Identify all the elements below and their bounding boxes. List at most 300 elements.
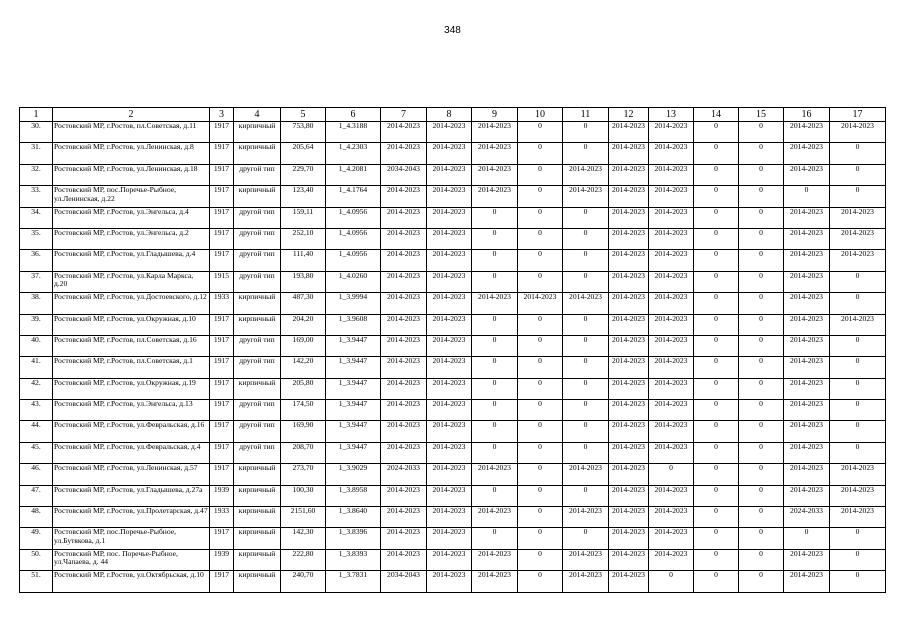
table-cell: 2014-2023 xyxy=(649,378,694,399)
table-cell: 2014-2023 xyxy=(784,442,830,463)
table-cell: 47. xyxy=(20,485,53,506)
table-cell: 2014-2023 xyxy=(563,164,609,185)
table-cell: 2014-2023 xyxy=(427,400,472,421)
table-cell: 0 xyxy=(739,164,784,185)
table-cell: 34. xyxy=(20,207,53,228)
table-cell: 1_3.9994 xyxy=(326,293,381,314)
table-cell: 1_4.0260 xyxy=(326,271,381,292)
table-cell: 2014-2023 xyxy=(649,421,694,442)
table-cell: 2014-2023 xyxy=(609,400,649,421)
table-cell: 0 xyxy=(563,357,609,378)
table-cell: 0 xyxy=(694,528,739,549)
table-cell: 2014-2023 xyxy=(784,421,830,442)
table-cell: 0 xyxy=(739,464,784,485)
table-cell: 0 xyxy=(694,378,739,399)
table-cell: 0 xyxy=(694,314,739,335)
table-cell: 0 xyxy=(694,228,739,249)
table-cell: 2014-2023 xyxy=(649,228,694,249)
table-cell: 0 xyxy=(830,143,886,164)
table-row xyxy=(20,378,886,399)
table-cell: 0 xyxy=(739,357,784,378)
table-cell: 2014-2023 xyxy=(830,485,886,506)
table-cell: 2014-2023 xyxy=(609,250,649,271)
table-cell: 1917 xyxy=(210,335,234,356)
table-cell: 2014-2023 xyxy=(427,335,472,356)
table-cell: 2014-2023 xyxy=(381,186,427,207)
table-cell: 2014-2023 xyxy=(381,485,427,506)
table-cell: 39. xyxy=(20,314,53,335)
table-row xyxy=(20,400,886,421)
table-row xyxy=(20,186,886,207)
table-cell: 487,30 xyxy=(281,293,326,314)
table-cell: 2014-2023 xyxy=(784,400,830,421)
address-cell: Ростовский МР, г.Ростов, ул.Ленинская, д.18 xyxy=(53,164,210,185)
table-cell: 36. xyxy=(20,250,53,271)
table-cell: 2014-2023 xyxy=(830,464,886,485)
table-cell: 2014-2023 xyxy=(784,549,830,570)
table-cell: 0 xyxy=(472,378,518,399)
table-cell: 2014-2023 xyxy=(381,122,427,143)
column-header-10: 10 xyxy=(518,108,563,122)
table-cell: 2014-2023 xyxy=(563,507,609,528)
table-cell: 0 xyxy=(472,228,518,249)
table-cell: 2014-2023 xyxy=(472,507,518,528)
table-cell: 0 xyxy=(518,549,563,570)
table-row xyxy=(20,122,886,143)
table-cell: 0 xyxy=(739,207,784,228)
table-cell: 0 xyxy=(739,442,784,463)
table-cell: 0 xyxy=(518,186,563,207)
table-cell: 0 xyxy=(830,335,886,356)
table-cell: 2014-2023 xyxy=(609,143,649,164)
table-cell: 2014-2023 xyxy=(649,186,694,207)
table-cell: 2024-2033 xyxy=(381,464,427,485)
table-cell: 0 xyxy=(694,400,739,421)
table-cell: 2014-2023 xyxy=(427,421,472,442)
table-cell: 2014-2023 xyxy=(649,507,694,528)
table-cell: кирпичный xyxy=(234,143,281,164)
table-cell: 1933 xyxy=(210,507,234,528)
column-header-17: 17 xyxy=(830,108,886,122)
table-cell: 2014-2023 xyxy=(649,528,694,549)
table-cell: 30. xyxy=(20,122,53,143)
table-cell: 1_3.9447 xyxy=(326,400,381,421)
table-cell: 0 xyxy=(830,164,886,185)
table-row xyxy=(20,442,886,463)
table-cell: 1_3.9447 xyxy=(326,357,381,378)
address-cell: Ростовский МР, г.Ростов, пл.Советская, д.11 xyxy=(53,122,210,143)
table-cell: 193,80 xyxy=(281,271,326,292)
table-row xyxy=(20,164,886,185)
table-cell: 0 xyxy=(563,378,609,399)
table-cell: 0 xyxy=(694,164,739,185)
table-row xyxy=(20,528,886,549)
table-cell: 1_4.1764 xyxy=(326,186,381,207)
column-header-13: 13 xyxy=(649,108,694,122)
table-cell: 2014-2023 xyxy=(609,485,649,506)
table-cell: 2014-2023 xyxy=(472,164,518,185)
table-cell: 44. xyxy=(20,421,53,442)
table-cell: 2014-2023 xyxy=(609,528,649,549)
table-cell: 2014-2023 xyxy=(784,357,830,378)
table-cell: 2014-2023 xyxy=(381,314,427,335)
table-cell: 0 xyxy=(739,571,784,592)
table-cell: 2014-2023 xyxy=(609,293,649,314)
column-header-5: 5 xyxy=(281,108,326,122)
table-cell: 1_3.8393 xyxy=(326,549,381,570)
table-cell: 35. xyxy=(20,228,53,249)
table-cell: 0 xyxy=(649,464,694,485)
address-cell: Ростовский МР, пос.Поречье-Рыбное, ул.Бутякова, д.1 xyxy=(53,528,210,549)
table-cell: 0 xyxy=(518,314,563,335)
table-cell: 2014-2023 xyxy=(830,228,886,249)
table-body xyxy=(20,122,886,593)
table-cell: 0 xyxy=(563,485,609,506)
table-cell: 0 xyxy=(518,250,563,271)
address-cell: Ростовский МР, г.Ростов, ул.Февральская, д.4 xyxy=(53,442,210,463)
table-cell: 2014-2023 xyxy=(649,549,694,570)
column-header-6: 6 xyxy=(326,108,381,122)
table-row xyxy=(20,271,886,292)
table-cell: 2014-2023 xyxy=(649,271,694,292)
table-cell: 2014-2023 xyxy=(381,378,427,399)
table-cell: 2151,60 xyxy=(281,507,326,528)
table-cell: кирпичный xyxy=(234,464,281,485)
table-cell: 1_4.0956 xyxy=(326,228,381,249)
address-cell: Ростовский МР, г.Ростов, ул.Гладышева, д.4 xyxy=(53,250,210,271)
table-cell: 2014-2023 xyxy=(472,549,518,570)
table-row xyxy=(20,207,886,228)
table-cell: 2014-2023 xyxy=(427,143,472,164)
table-cell: кирпичный xyxy=(234,122,281,143)
table-cell: 32. xyxy=(20,164,53,185)
table-cell: 0 xyxy=(694,421,739,442)
table-cell: 0 xyxy=(563,228,609,249)
table-cell: 1917 xyxy=(210,357,234,378)
table-cell: 0 xyxy=(739,378,784,399)
table-row xyxy=(20,464,886,485)
table-cell: 0 xyxy=(563,143,609,164)
table-cell: 0 xyxy=(518,400,563,421)
address-cell: Ростовский МР, г.Ростов, ул.Энгельса, д.4 xyxy=(53,207,210,228)
table-cell: 252,10 xyxy=(281,228,326,249)
table-cell: 222,80 xyxy=(281,549,326,570)
table-cell: 0 xyxy=(518,335,563,356)
table-cell: 2014-2023 xyxy=(472,464,518,485)
table-cell: 2014-2023 xyxy=(381,228,427,249)
table-cell: 0 xyxy=(472,335,518,356)
table-cell: 0 xyxy=(518,357,563,378)
table-cell: кирпичный xyxy=(234,378,281,399)
address-cell: Ростовский МР, г.Ростов, ул.Карла Маркса, д.20 xyxy=(53,271,210,292)
table-cell: 2014-2023 xyxy=(427,164,472,185)
table-cell: 0 xyxy=(739,549,784,570)
table-cell: другой тип xyxy=(234,250,281,271)
table-cell: 0 xyxy=(830,421,886,442)
table-cell: 1_4.3188 xyxy=(326,122,381,143)
table-cell: 1917 xyxy=(210,186,234,207)
table-row xyxy=(20,250,886,271)
table-cell: 2014-2023 xyxy=(381,207,427,228)
table-row xyxy=(20,421,886,442)
table-cell: 0 xyxy=(694,549,739,570)
table-cell: 0 xyxy=(563,271,609,292)
table-cell: 2014-2023 xyxy=(649,442,694,463)
column-header-4: 4 xyxy=(234,108,281,122)
table-cell: 1_3.9447 xyxy=(326,335,381,356)
table-cell: другой тип xyxy=(234,164,281,185)
table-cell: 2014-2023 xyxy=(381,357,427,378)
table-cell: 0 xyxy=(739,143,784,164)
table-cell: кирпичный xyxy=(234,571,281,592)
table-cell: 2014-2023 xyxy=(609,186,649,207)
table-cell: 2014-2023 xyxy=(784,143,830,164)
table-cell: 2014-2023 xyxy=(518,293,563,314)
table-cell: 0 xyxy=(694,485,739,506)
table-cell: 2014-2023 xyxy=(563,186,609,207)
table-cell: 1917 xyxy=(210,143,234,164)
table-cell: другой тип xyxy=(234,207,281,228)
table-cell: 2014-2023 xyxy=(784,485,830,506)
table-cell: 2014-2023 xyxy=(563,293,609,314)
table-cell: 2014-2023 xyxy=(427,549,472,570)
table-cell: 2014-2023 xyxy=(649,314,694,335)
table-cell: 0 xyxy=(649,571,694,592)
column-header-2: 2 xyxy=(53,108,210,122)
page-number: 348 xyxy=(444,25,461,36)
table-row xyxy=(20,549,886,570)
table-cell: кирпичный xyxy=(234,293,281,314)
table-cell: 2014-2023 xyxy=(609,442,649,463)
column-header-7: 7 xyxy=(381,108,427,122)
table-cell: 2014-2023 xyxy=(609,271,649,292)
table-cell: 0 xyxy=(694,464,739,485)
table-cell: 2014-2023 xyxy=(830,314,886,335)
table-cell: кирпичный xyxy=(234,314,281,335)
table-cell: 0 xyxy=(563,250,609,271)
table-cell: 0 xyxy=(694,442,739,463)
table-cell: 2014-2023 xyxy=(381,271,427,292)
table-cell: 0 xyxy=(830,549,886,570)
table-cell: 2014-2023 xyxy=(784,335,830,356)
table-cell: 0 xyxy=(830,400,886,421)
table-cell: 0 xyxy=(472,314,518,335)
address-cell: Ростовский МР, г.Ростов, ул.Ленинская, д.8 xyxy=(53,143,210,164)
table-cell: 2014-2023 xyxy=(649,485,694,506)
table-cell: 0 xyxy=(518,207,563,228)
address-cell: Ростовский МР, пос.Поречье-Рыбное, ул.Ленинская, д.22 xyxy=(53,186,210,207)
table-cell: 1_3.8958 xyxy=(326,485,381,506)
table-cell: 2014-2023 xyxy=(427,228,472,249)
table-cell: 1917 xyxy=(210,228,234,249)
table-cell: 37. xyxy=(20,271,53,292)
table-cell: 169,00 xyxy=(281,335,326,356)
table-cell: 142,30 xyxy=(281,528,326,549)
table-cell: 2014-2023 xyxy=(427,186,472,207)
table-cell: 0 xyxy=(518,421,563,442)
table-cell: 2014-2023 xyxy=(609,164,649,185)
table-row xyxy=(20,485,886,506)
address-cell: Ростовский МР, г.Ростов, ул.Энгельса, д.13 xyxy=(53,400,210,421)
address-cell: Ростовский МР, г.Ростов, пл.Советская, д.1 xyxy=(53,357,210,378)
table-cell: 2014-2023 xyxy=(563,571,609,592)
table-row xyxy=(20,571,886,592)
table-cell: 1_3.8640 xyxy=(326,507,381,528)
table-cell: 1_3.8396 xyxy=(326,528,381,549)
table-cell: 2014-2023 xyxy=(427,442,472,463)
table-cell: 0 xyxy=(563,122,609,143)
table-cell: 111,40 xyxy=(281,250,326,271)
column-header-16: 16 xyxy=(784,108,830,122)
table-cell: 0 xyxy=(739,271,784,292)
table-cell: 2014-2023 xyxy=(830,207,886,228)
table-cell: 2014-2023 xyxy=(649,122,694,143)
table-cell: 0 xyxy=(472,485,518,506)
table-cell: 0 xyxy=(830,571,886,592)
table-cell: 0 xyxy=(518,378,563,399)
table-cell: 0 xyxy=(830,442,886,463)
table-cell: 753,80 xyxy=(281,122,326,143)
table-cell: 0 xyxy=(694,293,739,314)
table-cell: 42. xyxy=(20,378,53,399)
table-cell: 2014-2023 xyxy=(381,549,427,570)
table-cell: другой тип xyxy=(234,228,281,249)
table-cell: 2014-2023 xyxy=(427,485,472,506)
table-cell: 43. xyxy=(20,400,53,421)
table-cell: 1_3.9447 xyxy=(326,442,381,463)
table-cell: 159,11 xyxy=(281,207,326,228)
address-cell: Ростовский МР, г.Ростов, ул.Октябрьская, д.10 xyxy=(53,571,210,592)
table-cell: 240,70 xyxy=(281,571,326,592)
table-cell: 2014-2023 xyxy=(427,528,472,549)
table-cell: 2014-2023 xyxy=(381,421,427,442)
table-cell: 0 xyxy=(830,528,886,549)
address-cell: Ростовский МР, г.Ростов, ул.Пролетарская, д.47 xyxy=(53,507,210,528)
table-cell: 1917 xyxy=(210,314,234,335)
table-row xyxy=(20,293,886,314)
table-cell: 2024-2033 xyxy=(784,507,830,528)
table-cell: другой тип xyxy=(234,442,281,463)
table-cell: другой тип xyxy=(234,421,281,442)
table-cell: 0 xyxy=(830,186,886,207)
table-cell: кирпичный xyxy=(234,186,281,207)
table-cell: 0 xyxy=(518,485,563,506)
table-cell: 204,20 xyxy=(281,314,326,335)
table-cell: 2014-2023 xyxy=(472,122,518,143)
table-row xyxy=(20,143,886,164)
table-cell: 46. xyxy=(20,464,53,485)
table-cell: 50. xyxy=(20,549,53,570)
column-header-3: 3 xyxy=(210,108,234,122)
table-cell: 1_4.0956 xyxy=(326,207,381,228)
column-header-14: 14 xyxy=(694,108,739,122)
table-cell: 0 xyxy=(739,485,784,506)
table-cell: 2014-2023 xyxy=(830,250,886,271)
table-cell: 2014-2023 xyxy=(609,464,649,485)
table-cell: 0 xyxy=(518,464,563,485)
table-cell: 0 xyxy=(694,571,739,592)
table-cell: 0 xyxy=(472,528,518,549)
table-cell: 2014-2023 xyxy=(609,357,649,378)
table-cell: 2014-2023 xyxy=(427,314,472,335)
table-cell: 1_4.2303 xyxy=(326,143,381,164)
table-cell: 0 xyxy=(563,442,609,463)
header-row xyxy=(20,108,886,122)
table-cell: 0 xyxy=(472,357,518,378)
table-cell: 0 xyxy=(694,507,739,528)
table-cell: 2014-2023 xyxy=(427,571,472,592)
table-cell: 2014-2023 xyxy=(472,143,518,164)
table-cell: 205,80 xyxy=(281,378,326,399)
table-cell: 2014-2023 xyxy=(381,528,427,549)
table-cell: 2014-2023 xyxy=(472,571,518,592)
table-cell: 2014-2023 xyxy=(609,421,649,442)
table-cell: 49. xyxy=(20,528,53,549)
table-cell: 2014-2023 xyxy=(649,143,694,164)
table-cell: 1917 xyxy=(210,250,234,271)
table-cell: 2014-2023 xyxy=(427,122,472,143)
table-cell: 2014-2023 xyxy=(609,314,649,335)
address-cell: Ростовский МР, г.Ростов, ул.Энгельса, д.2 xyxy=(53,228,210,249)
table-cell: 2014-2023 xyxy=(649,400,694,421)
table-cell: 1_4.2081 xyxy=(326,164,381,185)
table-cell: 0 xyxy=(472,207,518,228)
address-cell: Ростовский МР, г.Ростов, ул.Февральская, д.16 xyxy=(53,421,210,442)
table-cell: 100,30 xyxy=(281,485,326,506)
table-cell: 0 xyxy=(472,271,518,292)
table-cell: 2014-2023 xyxy=(427,250,472,271)
table-cell: 2014-2023 xyxy=(609,335,649,356)
address-cell: Ростовский МР, г.Ростов, ул.Окружная, д.19 xyxy=(53,378,210,399)
table-cell: 2014-2023 xyxy=(649,164,694,185)
table-cell: 48. xyxy=(20,507,53,528)
table-cell: 2014-2023 xyxy=(784,122,830,143)
table-cell: 0 xyxy=(694,357,739,378)
table-cell: 38. xyxy=(20,293,53,314)
table-cell: 0 xyxy=(694,207,739,228)
address-cell: Ростовский МР, г.Ростов, ул.Достоевского, д.12 xyxy=(53,293,210,314)
table-cell: 0 xyxy=(472,250,518,271)
table-cell: 0 xyxy=(694,271,739,292)
table-cell: 123,40 xyxy=(281,186,326,207)
table-cell: 0 xyxy=(739,250,784,271)
address-cell: Ростовский МР, пос. Поречье-Рыбное, ул.Чапаева, д. 44 xyxy=(53,549,210,570)
table-cell: 0 xyxy=(830,293,886,314)
table-cell: 2014-2023 xyxy=(427,357,472,378)
column-header-11: 11 xyxy=(563,108,609,122)
table-cell: 0 xyxy=(739,186,784,207)
table-cell: 2014-2023 xyxy=(381,293,427,314)
table-cell: 0 xyxy=(739,507,784,528)
table-cell: 2014-2023 xyxy=(784,314,830,335)
address-cell: Ростовский МР, г.Ростов, ул.Окружная, д.10 xyxy=(53,314,210,335)
table-cell: 2014-2023 xyxy=(649,293,694,314)
table-cell: 2014-2023 xyxy=(649,207,694,228)
table-cell: 2014-2023 xyxy=(609,507,649,528)
column-header-8: 8 xyxy=(427,108,472,122)
table-cell: 1915 xyxy=(210,271,234,292)
table-cell: 0 xyxy=(472,421,518,442)
table-cell: 2014-2023 xyxy=(609,571,649,592)
table-cell: 0 xyxy=(694,335,739,356)
table-cell: 2014-2023 xyxy=(784,293,830,314)
table-cell: 1_3.9447 xyxy=(326,378,381,399)
table-cell: 1_3.7831 xyxy=(326,571,381,592)
table-cell: 2014-2023 xyxy=(563,549,609,570)
table-cell: 0 xyxy=(563,528,609,549)
table-cell: 2014-2023 xyxy=(563,464,609,485)
table-cell: 0 xyxy=(784,528,830,549)
